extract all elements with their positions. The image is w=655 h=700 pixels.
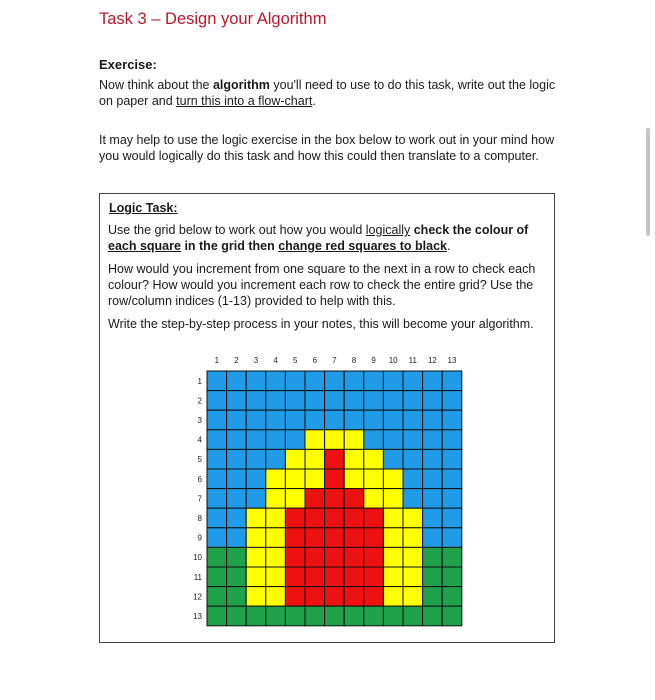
grid-cell [325, 547, 345, 567]
grid-cell [266, 410, 286, 430]
grid-cell [442, 547, 462, 567]
grid-cell [285, 391, 305, 411]
grid-cell [442, 606, 462, 626]
grid-cell [364, 469, 384, 489]
grid-cell [442, 489, 462, 509]
grid-cell [364, 508, 384, 528]
grid-cell [383, 606, 403, 626]
grid-cell [305, 469, 325, 489]
grid-cell [227, 371, 247, 391]
grid-cell [344, 528, 364, 548]
row-label: 7 [197, 494, 202, 504]
grid-cell [305, 528, 325, 548]
grid-cell [403, 410, 423, 430]
grid-cell [344, 587, 364, 607]
scrollbar[interactable] [646, 128, 650, 236]
grid-cell [325, 410, 345, 430]
grid-cell [305, 587, 325, 607]
grid-cell [305, 371, 325, 391]
grid-cell [423, 528, 443, 548]
grid-cell [246, 528, 266, 548]
column-label: 8 [351, 356, 357, 365]
grid-cell [305, 547, 325, 567]
grid-cell [305, 449, 325, 469]
grid-cell [403, 528, 423, 548]
grid-cell [207, 430, 227, 450]
grid-cell [325, 489, 345, 509]
grid-cell [305, 489, 325, 509]
bold-algorithm: algorithm [212, 78, 270, 92]
row-label: 3 [197, 416, 202, 425]
grid-cell [246, 489, 266, 509]
grid-cell [246, 587, 266, 607]
grid-cell [207, 567, 227, 587]
increment-question: How would you increment from one square to the next in a row to check each colour? How would you increment each row to check the entire grid? Use the row/column indices (1-13) provided to help with this. [108, 262, 536, 308]
grid-cell [207, 469, 227, 489]
bold-text: in the grid then [180, 239, 279, 253]
grid-cell [246, 449, 266, 469]
grid-cell [207, 547, 227, 567]
grid-cell [364, 547, 384, 567]
grid-cell [227, 430, 247, 450]
grid-cell [285, 528, 305, 548]
grid-cell [266, 567, 286, 587]
grid-cell [227, 567, 247, 587]
grid-cell [344, 547, 364, 567]
grid-cell [246, 410, 266, 430]
grid-cell [364, 489, 384, 509]
grid-cell [207, 587, 227, 607]
grid-cell [364, 410, 384, 430]
text: . [312, 94, 316, 108]
grid-cell [403, 391, 423, 411]
grid-cell [227, 391, 247, 411]
grid-cell [383, 489, 403, 509]
row-label: 12 [193, 592, 202, 602]
grid-cell [383, 430, 403, 450]
text: Now think about the [99, 78, 213, 92]
grid-cell [344, 410, 364, 430]
row-label: 4 [197, 435, 202, 445]
grid-cell [403, 587, 423, 607]
underlined-each-square: each square [108, 239, 181, 253]
grid-cell [285, 449, 305, 469]
grid-cell [423, 567, 443, 587]
grid-cell [227, 469, 247, 489]
grid-cell [285, 489, 305, 509]
grid-cell [207, 449, 227, 469]
grid-cell [344, 371, 364, 391]
grid-cell [207, 391, 227, 411]
grid-cell [305, 508, 325, 528]
grid-cell [403, 469, 423, 489]
grid-cell [266, 547, 286, 567]
column-label: 9 [371, 356, 376, 365]
grid-cell [246, 547, 266, 567]
grid-cell [227, 449, 247, 469]
column-label: 11 [408, 356, 417, 365]
grid-cell [285, 547, 305, 567]
grid-cell [364, 587, 384, 607]
grid-cell [285, 508, 305, 528]
grid-cell [423, 606, 443, 626]
grid-cell [383, 508, 403, 528]
underlined-flowchart: turn this into a flow-chart [176, 94, 313, 108]
grid-cell [246, 391, 266, 411]
grid-cell [403, 547, 423, 567]
grid-cell [207, 489, 227, 509]
grid-cell [423, 410, 443, 430]
grid-cell [305, 391, 325, 411]
row-label: 2 [197, 396, 202, 406]
grid-cell [383, 410, 403, 430]
task-title: Task 3 – Design your Algorithm [99, 10, 327, 28]
grid-cell [305, 430, 325, 450]
grid-cell [364, 371, 384, 391]
text: Use the grid below to work out how you would [108, 223, 366, 237]
column-label: 1 [214, 356, 220, 365]
grid-cell [383, 587, 403, 607]
grid-cell [325, 430, 345, 450]
column-label: 6 [312, 356, 318, 365]
grid-cell [266, 449, 286, 469]
grid-cell [442, 587, 462, 607]
grid-cell [227, 528, 247, 548]
grid-cell [383, 567, 403, 587]
grid-cell [266, 391, 286, 411]
grid-cell [344, 606, 364, 626]
grid-cell [442, 391, 462, 411]
grid-cell [442, 469, 462, 489]
grid-cell [305, 410, 325, 430]
grid-cell [364, 528, 384, 548]
row-label: 10 [193, 553, 202, 563]
grid-cell [227, 606, 247, 626]
grid-cell [423, 430, 443, 450]
row-label: 11 [193, 572, 202, 582]
row-label: 5 [197, 455, 202, 465]
grid-cell [285, 587, 305, 607]
grid-cell [325, 606, 345, 626]
grid-cell [344, 508, 364, 528]
grid-cell [325, 449, 345, 469]
grid-cell [442, 567, 462, 587]
grid-cell [246, 567, 266, 587]
grid-cell [344, 430, 364, 450]
grid-cell [383, 547, 403, 567]
grid-cell [442, 528, 462, 548]
column-label: 10 [388, 356, 398, 365]
grid-cell [442, 508, 462, 528]
grid-cell [403, 567, 423, 587]
grid-cell [344, 449, 364, 469]
grid-cell [227, 547, 247, 567]
step-by-step-note: Write the step-by-step process in your notes, this will become your algorithm. [108, 317, 534, 331]
row-label: 13 [193, 612, 202, 621]
grid-cell [305, 567, 325, 587]
exercise-heading: Exercise: [99, 57, 157, 72]
grid-cell [266, 371, 286, 391]
grid-cell [266, 528, 286, 548]
grid-cell [383, 371, 403, 391]
grid-cell [442, 449, 462, 469]
underlined-change-red: change red squares to black [278, 239, 447, 253]
grid-cell [266, 508, 286, 528]
grid-cell [246, 606, 266, 626]
grid-cell [285, 430, 305, 450]
grid-cell [423, 489, 443, 509]
grid-cell [285, 606, 305, 626]
column-label: 7 [332, 356, 337, 365]
grid-cell [403, 508, 423, 528]
grid-cell [442, 371, 462, 391]
grid-cell [423, 449, 443, 469]
grid-cell [266, 606, 286, 626]
grid-cell [423, 508, 443, 528]
row-label: 8 [197, 514, 202, 523]
text: you'll need to use to do this task, write out the logic on paper and [99, 78, 556, 108]
grid-cell [364, 606, 384, 626]
grid-cell [325, 587, 345, 607]
grid-cell [423, 371, 443, 391]
grid-cell [246, 469, 266, 489]
grid-cell [383, 528, 403, 548]
grid-cell [266, 489, 286, 509]
grid-cell [403, 606, 423, 626]
grid-cell [364, 430, 384, 450]
grid-cell [227, 508, 247, 528]
column-label: 4 [273, 356, 278, 365]
grid-cell [325, 371, 345, 391]
row-label: 9 [197, 533, 202, 543]
grid-cell [423, 547, 443, 567]
grid-cell [266, 430, 286, 450]
grid-cell [383, 449, 403, 469]
grid-cell [423, 391, 443, 411]
column-label: 3 [253, 356, 259, 365]
grid-cell [266, 469, 286, 489]
grid-cell [423, 469, 443, 489]
grid-cell [442, 410, 462, 430]
grid-cell [227, 587, 247, 607]
grid-cell [246, 371, 266, 391]
grid-cell [364, 567, 384, 587]
grid-cell [285, 410, 305, 430]
grid-cell [364, 391, 384, 411]
grid-cell [423, 587, 443, 607]
grid-cell [325, 567, 345, 587]
bold-text: check the colour of [413, 223, 529, 237]
text: . [447, 239, 451, 253]
grid-cell [403, 430, 423, 450]
logic-task-title: Logic Task: [109, 201, 178, 215]
grid-cell [285, 371, 305, 391]
column-label: 12 [427, 356, 437, 365]
grid-cell [207, 371, 227, 391]
grid-cell [403, 371, 423, 391]
grid-cell [207, 410, 227, 430]
grid-cell [325, 528, 345, 548]
grid-cell [305, 606, 325, 626]
column-label: 5 [292, 356, 298, 365]
grid-cell [207, 528, 227, 548]
grid-cell [246, 508, 266, 528]
column-label: 13 [447, 356, 457, 365]
grid-cell [344, 469, 364, 489]
grid-cell [403, 489, 423, 509]
grid-cell [207, 606, 227, 626]
grid-cell [403, 449, 423, 469]
column-label: 2 [234, 356, 239, 365]
help-paragraph: It may help to use the logic exercise in the box below to work out in your mind how you would logically do this task and how this could then translate to a computer. [99, 133, 555, 163]
grid-cell [285, 567, 305, 587]
grid-cell [383, 469, 403, 489]
grid-cell [344, 489, 364, 509]
grid-cell [207, 508, 227, 528]
grid-cell [227, 489, 247, 509]
grid-cell [325, 391, 345, 411]
grid-cell [246, 430, 266, 450]
grid-cell [285, 469, 305, 489]
grid-cell [325, 508, 345, 528]
grid-cell [364, 449, 384, 469]
grid-cell [383, 391, 403, 411]
grid-cell [227, 410, 247, 430]
row-label: 6 [197, 474, 202, 484]
row-label: 1 [197, 376, 202, 386]
grid-cell [266, 587, 286, 607]
grid-cell [325, 469, 345, 489]
grid-cell [442, 430, 462, 450]
grid-cell [344, 391, 364, 411]
grid-cell [344, 567, 364, 587]
underlined-logically: logically [365, 223, 411, 237]
